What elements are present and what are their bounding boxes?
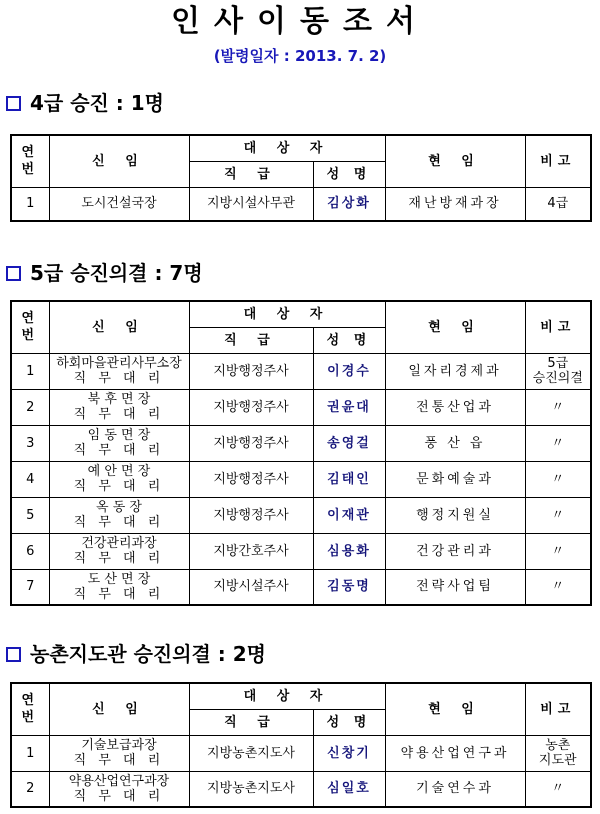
issue-date: (발령일자 : 2013. 7. 2) xyxy=(213,47,387,65)
remark-line-1: 〃 xyxy=(551,399,565,415)
row-name: 김상화 xyxy=(313,187,385,221)
row-grade: 지방시설주사 xyxy=(189,569,313,605)
row-current-post: 행정지원실 xyxy=(385,497,525,533)
header-no-line2: 번 xyxy=(21,710,40,726)
row-remark xyxy=(525,735,591,771)
header-grade: 직 급 xyxy=(189,161,313,187)
row-remark xyxy=(525,353,591,389)
row-current-post: 재난방재과장 xyxy=(385,187,525,221)
new-post-line-1: 임 동 면 장 xyxy=(87,428,151,443)
new-post-line-2: 직 무 대 리 xyxy=(73,551,165,566)
table-row xyxy=(11,461,591,497)
new-post-line-2: 직 무 대 리 xyxy=(73,443,165,458)
row-remark xyxy=(525,425,591,461)
row-new-post xyxy=(49,389,189,425)
row-name: 심일호 xyxy=(313,771,385,807)
row-grade: 지방농촌지도사 xyxy=(189,735,313,771)
header-remark: 비고 xyxy=(525,135,591,187)
new-post-line-2: 직 무 대 리 xyxy=(73,586,165,602)
header-no-line2: 번 xyxy=(21,162,40,178)
section-heading-grade4 xyxy=(6,90,164,116)
header-target: 대 상 자 xyxy=(189,135,385,161)
row-current-post: 풍 산 읍 xyxy=(385,425,525,461)
row-current-post: 기술연수과 xyxy=(385,771,525,807)
new-post-line-2: 직 무 대 리 xyxy=(73,371,165,386)
header-current-post: 현 임 xyxy=(385,301,525,353)
row-current-post: 문화예술과 xyxy=(385,461,525,497)
remark-line-1: 〃 xyxy=(551,471,565,487)
row-new-post xyxy=(49,425,189,461)
row-remark xyxy=(525,389,591,425)
section-heading-text: 농촌지도관 승진의결 : 2명 xyxy=(30,642,267,666)
row-current-post: 약용산업연구과 xyxy=(385,735,525,771)
section-heading-text: 5급 승진의결 : 7명 xyxy=(30,261,203,285)
new-post-line-1: 도시건설국장 xyxy=(81,196,157,212)
remark-line-1: 5급 xyxy=(547,356,569,371)
new-post-line-2: 직 무 대 리 xyxy=(73,515,165,530)
row-no: 5 xyxy=(11,497,49,533)
row-new-post xyxy=(49,187,189,221)
row-no: 1 xyxy=(11,735,49,771)
header-grade: 직 급 xyxy=(189,327,313,353)
remark-line-1: 〃 xyxy=(551,579,565,595)
header-remark: 비고 xyxy=(525,683,591,735)
table-row xyxy=(11,497,591,533)
remark-line-1: 〃 xyxy=(551,781,565,797)
row-name: 심용화 xyxy=(313,533,385,569)
row-new-post xyxy=(49,353,189,389)
row-grade: 지방시설사무관 xyxy=(189,187,313,221)
row-grade: 지방행정주사 xyxy=(189,353,313,389)
new-post-line-1: 약용산업연구과장 xyxy=(68,773,170,789)
row-no: 7 xyxy=(11,569,49,605)
row-remark xyxy=(525,771,591,807)
remark-line-1: 〃 xyxy=(551,507,565,523)
row-new-post xyxy=(49,771,189,807)
table-extension-officer-promotion xyxy=(10,682,592,808)
row-name: 김태인 xyxy=(313,461,385,497)
header-new-post: 신 임 xyxy=(49,683,189,735)
new-post-line-1: 예 안 면 장 xyxy=(87,464,151,479)
row-name: 권윤대 xyxy=(313,389,385,425)
table-row xyxy=(11,771,591,807)
row-remark xyxy=(525,187,591,221)
row-new-post xyxy=(49,461,189,497)
page-title: 인사이동조서 xyxy=(171,4,429,39)
row-new-post xyxy=(49,533,189,569)
header-no-line1: 연 xyxy=(21,311,40,327)
new-post-line-1: 북 후 면 장 xyxy=(87,392,151,407)
header-name: 성 명 xyxy=(313,709,385,735)
row-remark xyxy=(525,569,591,605)
table-grade4-promotion xyxy=(10,134,592,222)
section-heading-extension-officer xyxy=(6,641,266,667)
row-name: 신창기 xyxy=(313,735,385,771)
remark-line-2: 승진의결 xyxy=(532,371,583,386)
header-current-post: 현 임 xyxy=(385,683,525,735)
remark-line-1: 〃 xyxy=(551,435,565,451)
row-no: 1 xyxy=(11,187,49,221)
header-grade: 직 급 xyxy=(189,709,313,735)
row-grade: 지방행정주사 xyxy=(189,425,313,461)
row-current-post: 건강관리과 xyxy=(385,533,525,569)
new-post-line-1: 도 산 면 장 xyxy=(87,571,151,587)
header-no xyxy=(11,135,49,187)
row-name: 김동명 xyxy=(313,569,385,605)
header-no xyxy=(11,301,49,353)
header-target: 대 상 자 xyxy=(189,301,385,327)
new-post-line-1: 건강관리과장 xyxy=(81,536,157,551)
new-post-line-1: 하회마을관리사무소장 xyxy=(56,356,182,371)
remark-line-1: 〃 xyxy=(551,543,565,559)
row-remark xyxy=(525,533,591,569)
row-new-post xyxy=(49,497,189,533)
row-current-post: 전통산업과 xyxy=(385,389,525,425)
row-no: 2 xyxy=(11,771,49,807)
remark-line-1: 4급 xyxy=(547,196,569,212)
row-current-post: 일자리경제과 xyxy=(385,353,525,389)
row-grade: 지방농촌지도사 xyxy=(189,771,313,807)
header-target: 대 상 자 xyxy=(189,683,385,709)
row-new-post xyxy=(49,569,189,605)
table-row xyxy=(11,353,591,389)
header-no-line2: 번 xyxy=(21,328,40,344)
row-current-post: 전략사업팀 xyxy=(385,569,525,605)
row-no: 4 xyxy=(11,461,49,497)
row-no: 3 xyxy=(11,425,49,461)
new-post-line-2: 직 무 대 리 xyxy=(73,753,165,768)
header-new-post: 신 임 xyxy=(49,135,189,187)
row-name: 이경수 xyxy=(313,353,385,389)
header-name: 성 명 xyxy=(313,161,385,187)
header-no-line1: 연 xyxy=(21,693,40,709)
table-row xyxy=(11,569,591,605)
row-no: 2 xyxy=(11,389,49,425)
section-heading-text: 4급 승진 : 1명 xyxy=(30,91,164,115)
row-grade: 지방간호주사 xyxy=(189,533,313,569)
row-grade: 지방행정주사 xyxy=(189,497,313,533)
new-post-line-2: 직 무 대 리 xyxy=(73,407,165,422)
new-post-line-2: 직 무 대 리 xyxy=(73,479,165,494)
row-grade: 지방행정주사 xyxy=(189,461,313,497)
new-post-line-1: 기술보급과장 xyxy=(81,738,157,753)
header-no xyxy=(11,683,49,735)
row-name: 송영걸 xyxy=(313,425,385,461)
remark-line-2: 지도관 xyxy=(538,753,577,768)
checkbox-icon xyxy=(6,96,21,111)
header-current-post: 현 임 xyxy=(385,135,525,187)
row-new-post xyxy=(49,735,189,771)
table-row xyxy=(11,187,591,221)
table-row xyxy=(11,425,591,461)
new-post-line-1: 옥 동 장 xyxy=(96,500,142,515)
row-grade: 지방행정주사 xyxy=(189,389,313,425)
new-post-line-2: 직 무 대 리 xyxy=(73,788,165,804)
header-remark: 비고 xyxy=(525,301,591,353)
table-grade5-promotion xyxy=(10,300,592,606)
table-row xyxy=(11,389,591,425)
row-remark xyxy=(525,461,591,497)
checkbox-icon xyxy=(6,266,21,281)
row-no: 6 xyxy=(11,533,49,569)
table-row xyxy=(11,735,591,771)
row-remark xyxy=(525,497,591,533)
checkbox-icon xyxy=(6,647,21,662)
row-no: 1 xyxy=(11,353,49,389)
remark-line-1: 농촌 xyxy=(545,738,571,753)
section-heading-grade5 xyxy=(6,260,203,286)
header-name: 성 명 xyxy=(313,327,385,353)
header-no-line1: 연 xyxy=(21,145,40,161)
table-row xyxy=(11,533,591,569)
row-name: 이재관 xyxy=(313,497,385,533)
header-new-post: 신 임 xyxy=(49,301,189,353)
